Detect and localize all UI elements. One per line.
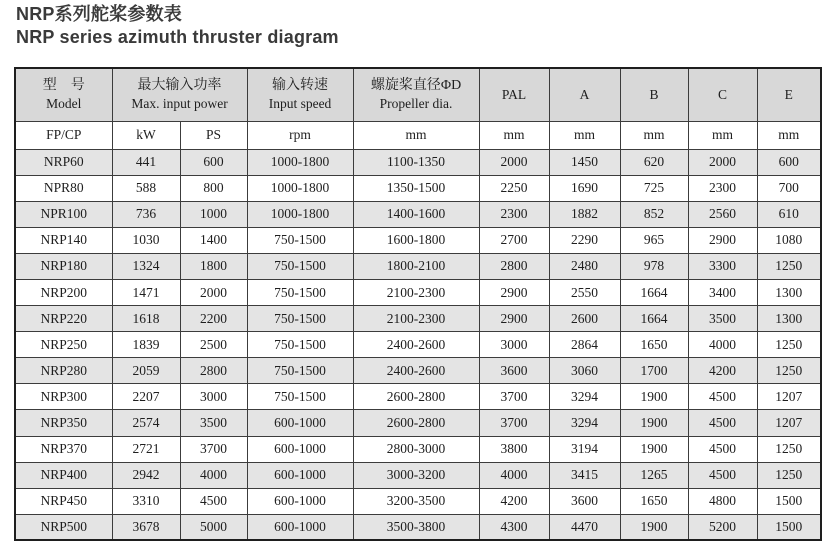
cell-a: 3600 (549, 488, 620, 514)
table-row (15, 279, 821, 305)
cell-model: NRP300 (15, 384, 112, 410)
col-header-model (15, 68, 112, 121)
cell-e: 1300 (757, 306, 821, 332)
cell-kw: 1618 (112, 306, 180, 332)
cell-rpm: 600-1000 (247, 436, 353, 462)
cell-e: 600 (757, 149, 821, 175)
cell-dia: 3500-3800 (353, 514, 479, 540)
cell-c: 3400 (688, 279, 757, 305)
cell-dia: 1800-2100 (353, 253, 479, 279)
cell-rpm: 750-1500 (247, 253, 353, 279)
cell-kw: 1471 (112, 279, 180, 305)
cell-rpm: 750-1500 (247, 279, 353, 305)
cell-ps: 800 (180, 175, 247, 201)
cell-dia: 1350-1500 (353, 175, 479, 201)
cell-dia: 2100-2300 (353, 279, 479, 305)
cell-e: 1207 (757, 410, 821, 436)
cell-kw: 2207 (112, 384, 180, 410)
cell-ps: 1000 (180, 201, 247, 227)
table-row (15, 332, 821, 358)
cell-pal: 2000 (479, 149, 549, 175)
table-row (15, 488, 821, 514)
cell-kw: 441 (112, 149, 180, 175)
table-row (15, 436, 821, 462)
cell-b: 1700 (620, 358, 688, 384)
cell-c: 4500 (688, 462, 757, 488)
cell-model: NRP200 (15, 279, 112, 305)
cell-dia: 2400-2600 (353, 332, 479, 358)
table-row (15, 410, 821, 436)
cell-ps: 4000 (180, 462, 247, 488)
cell-ps: 2500 (180, 332, 247, 358)
cell-c: 2900 (688, 227, 757, 253)
col-header-power (112, 68, 247, 121)
cell-ps: 600 (180, 149, 247, 175)
table-row (15, 306, 821, 332)
cell-pal: 2700 (479, 227, 549, 253)
cell-a: 2550 (549, 279, 620, 305)
cell-b: 1650 (620, 332, 688, 358)
cell-a: 1690 (549, 175, 620, 201)
cell-pal: 2250 (479, 175, 549, 201)
thruster-params-table (14, 67, 822, 541)
cell-b: 1900 (620, 410, 688, 436)
cell-ps: 1800 (180, 253, 247, 279)
cell-pal: 3700 (479, 410, 549, 436)
cell-rpm: 750-1500 (247, 384, 353, 410)
cell-b: 1900 (620, 436, 688, 462)
cell-c: 4000 (688, 332, 757, 358)
cell-model: NPR80 (15, 175, 112, 201)
table-row (15, 201, 821, 227)
col-header-model-en: Model (46, 96, 82, 112)
cell-rpm: 1000-1800 (247, 149, 353, 175)
table-row (15, 514, 821, 540)
cell-a: 1450 (549, 149, 620, 175)
cell-model: NRP250 (15, 332, 112, 358)
cell-c: 2300 (688, 175, 757, 201)
cell-model: NRP220 (15, 306, 112, 332)
cell-kw: 3310 (112, 488, 180, 514)
cell-rpm: 600-1000 (247, 462, 353, 488)
cell-pal: 4300 (479, 514, 549, 540)
cell-e: 1250 (757, 332, 821, 358)
header-row (15, 68, 821, 121)
col-header-power-zh: 最大输入功率 (137, 78, 222, 94)
cell-c: 4800 (688, 488, 757, 514)
col-header-pal: PAL (479, 68, 549, 121)
cell-pal: 2900 (479, 306, 549, 332)
cell-pal: 2300 (479, 201, 549, 227)
cell-b: 620 (620, 149, 688, 175)
cell-kw: 3678 (112, 514, 180, 540)
cell-kw: 2059 (112, 358, 180, 384)
cell-ps: 3700 (180, 436, 247, 462)
cell-e: 1250 (757, 253, 821, 279)
cell-e: 1250 (757, 462, 821, 488)
cell-ps: 3500 (180, 410, 247, 436)
cell-b: 1900 (620, 514, 688, 540)
cell-model: NRP500 (15, 514, 112, 540)
table-row (15, 227, 821, 253)
cell-dia: 2800-3000 (353, 436, 479, 462)
cell-kw: 588 (112, 175, 180, 201)
cell-rpm: 600-1000 (247, 410, 353, 436)
table-row (15, 149, 821, 175)
cell-e: 1300 (757, 279, 821, 305)
cell-c: 3300 (688, 253, 757, 279)
cell-c: 5200 (688, 514, 757, 540)
cell-rpm: 750-1500 (247, 332, 353, 358)
col-header-speed (247, 68, 353, 121)
cell-e: 610 (757, 201, 821, 227)
unit-e: mm (757, 121, 821, 149)
unit-b: mm (620, 121, 688, 149)
cell-pal: 4000 (479, 462, 549, 488)
cell-pal: 3600 (479, 358, 549, 384)
cell-b: 1664 (620, 306, 688, 332)
col-header-speed-zh: 输入转速 (272, 78, 329, 94)
cell-ps: 2200 (180, 306, 247, 332)
cell-rpm: 600-1000 (247, 514, 353, 540)
cell-model: NRP350 (15, 410, 112, 436)
col-header-a: A (549, 68, 620, 121)
cell-ps: 2000 (180, 279, 247, 305)
col-header-dia-zh: 螺旋桨直径ΦD (370, 78, 462, 94)
cell-dia: 2600-2800 (353, 384, 479, 410)
cell-a: 3060 (549, 358, 620, 384)
cell-dia: 3200-3500 (353, 488, 479, 514)
units-row (15, 121, 821, 149)
unit-pal: mm (479, 121, 549, 149)
cell-rpm: 600-1000 (247, 488, 353, 514)
col-header-b: B (620, 68, 688, 121)
cell-dia: 2400-2600 (353, 358, 479, 384)
cell-pal: 3700 (479, 384, 549, 410)
cell-e: 700 (757, 175, 821, 201)
cell-rpm: 1000-1800 (247, 175, 353, 201)
col-header-c: C (688, 68, 757, 121)
cell-model: NRP400 (15, 462, 112, 488)
cell-b: 1664 (620, 279, 688, 305)
cell-pal: 2800 (479, 253, 549, 279)
cell-dia: 2100-2300 (353, 306, 479, 332)
cell-a: 3415 (549, 462, 620, 488)
cell-c: 2000 (688, 149, 757, 175)
cell-c: 4500 (688, 410, 757, 436)
page-title-en: NRP series azimuth thruster diagram (16, 27, 339, 47)
unit-ps: PS (180, 121, 247, 149)
col-header-power-en: Max. input power (131, 96, 228, 112)
cell-b: 1650 (620, 488, 688, 514)
cell-e: 1080 (757, 227, 821, 253)
cell-e: 1500 (757, 514, 821, 540)
table-body (15, 149, 821, 540)
cell-ps: 5000 (180, 514, 247, 540)
cell-pal: 3000 (479, 332, 549, 358)
cell-e: 1207 (757, 384, 821, 410)
cell-dia: 1600-1800 (353, 227, 479, 253)
cell-b: 725 (620, 175, 688, 201)
cell-model: NRP180 (15, 253, 112, 279)
cell-model: NRP60 (15, 149, 112, 175)
cell-model: NRP140 (15, 227, 112, 253)
cell-dia: 1100-1350 (353, 149, 479, 175)
cell-rpm: 750-1500 (247, 227, 353, 253)
cell-pal: 4200 (479, 488, 549, 514)
unit-dia: mm (353, 121, 479, 149)
cell-a: 2600 (549, 306, 620, 332)
cell-a: 2864 (549, 332, 620, 358)
cell-a: 2290 (549, 227, 620, 253)
table-row (15, 358, 821, 384)
cell-ps: 3000 (180, 384, 247, 410)
unit-a: mm (549, 121, 620, 149)
cell-c: 2560 (688, 201, 757, 227)
cell-rpm: 750-1500 (247, 306, 353, 332)
col-header-e: E (757, 68, 821, 121)
cell-b: 1900 (620, 384, 688, 410)
cell-dia: 1400-1600 (353, 201, 479, 227)
cell-pal: 3800 (479, 436, 549, 462)
unit-c: mm (688, 121, 757, 149)
cell-c: 4500 (688, 384, 757, 410)
cell-a: 4470 (549, 514, 620, 540)
cell-model: NRP280 (15, 358, 112, 384)
cell-c: 3500 (688, 306, 757, 332)
unit-kw: kW (112, 121, 180, 149)
cell-b: 1265 (620, 462, 688, 488)
cell-b: 852 (620, 201, 688, 227)
cell-ps: 1400 (180, 227, 247, 253)
cell-rpm: 750-1500 (247, 358, 353, 384)
page-title-zh: NRP系列舵桨参数表 (16, 4, 183, 24)
cell-dia: 3000-3200 (353, 462, 479, 488)
cell-a: 3294 (549, 384, 620, 410)
table-row (15, 462, 821, 488)
cell-ps: 4500 (180, 488, 247, 514)
cell-a: 3294 (549, 410, 620, 436)
cell-b: 978 (620, 253, 688, 279)
cell-model: NRP450 (15, 488, 112, 514)
col-header-model-zh: 型 号 (42, 78, 85, 94)
table-row (15, 253, 821, 279)
cell-rpm: 1000-1800 (247, 201, 353, 227)
cell-a: 2480 (549, 253, 620, 279)
cell-c: 4200 (688, 358, 757, 384)
cell-model: NRP370 (15, 436, 112, 462)
table-row (15, 175, 821, 201)
cell-dia: 2600-2800 (353, 410, 479, 436)
cell-a: 1882 (549, 201, 620, 227)
cell-b: 965 (620, 227, 688, 253)
col-header-dia-en: Propeller dia. (379, 96, 453, 112)
cell-kw: 2942 (112, 462, 180, 488)
cell-kw: 1839 (112, 332, 180, 358)
cell-e: 1250 (757, 436, 821, 462)
cell-e: 1500 (757, 488, 821, 514)
cell-ps: 2800 (180, 358, 247, 384)
cell-pal: 2900 (479, 279, 549, 305)
cell-kw: 1030 (112, 227, 180, 253)
cell-model: NPR100 (15, 201, 112, 227)
cell-kw: 1324 (112, 253, 180, 279)
cell-a: 3194 (549, 436, 620, 462)
cell-kw: 2721 (112, 436, 180, 462)
cell-kw: 736 (112, 201, 180, 227)
cell-kw: 2574 (112, 410, 180, 436)
col-header-speed-en: Input speed (268, 96, 332, 112)
table-row (15, 384, 821, 410)
cell-c: 4500 (688, 436, 757, 462)
col-header-dia (353, 68, 479, 121)
unit-model: FP/CP (15, 121, 112, 149)
unit-rpm: rpm (247, 121, 353, 149)
cell-e: 1250 (757, 358, 821, 384)
